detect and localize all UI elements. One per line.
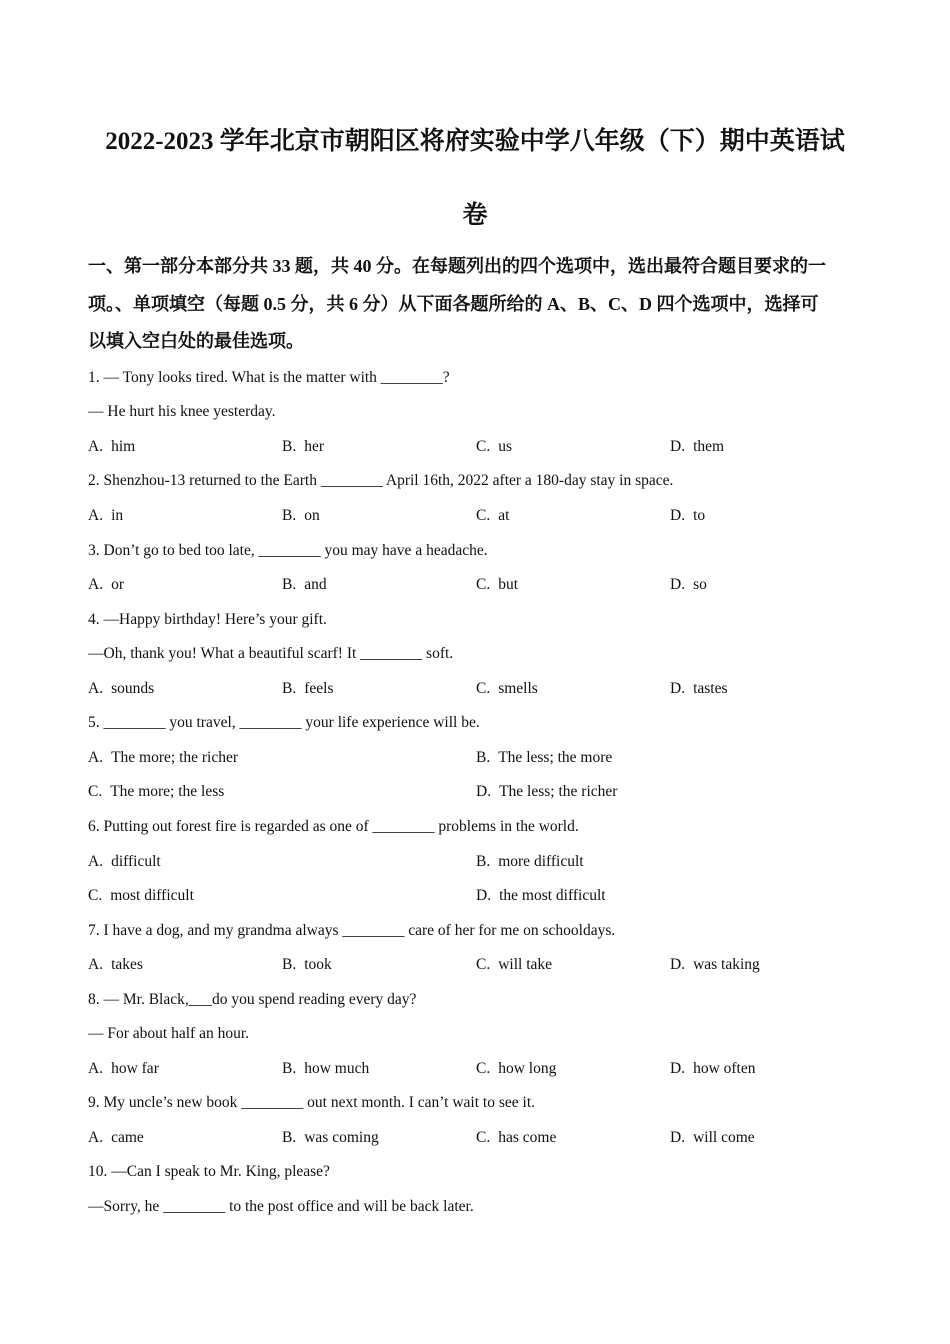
exam-title-line-1: 2022-2023 学年北京市朝阳区将府实验中学八年级（下）期中英语试 (105, 128, 845, 155)
question-5-option-d: D. The less; the richer (476, 783, 618, 800)
question-5-option-c: C. The more; the less (88, 783, 225, 800)
question-3-option-c: C. but (476, 576, 519, 593)
question-8-stem: 8. — Mr. Black,___do you spend reading every day? (88, 991, 417, 1008)
question-7-option-a: A. takes (88, 956, 143, 973)
question-6-stem: 6. Putting out forest fire is regarded as one of ________ problems in the world. (88, 818, 579, 835)
question-10-reply: —Sorry, he ________ to the post office and will be back later. (88, 1198, 474, 1215)
section-line: 一、第一部分本部分共 33 题，共 40 分。在每题列出的四个选项中，选出最符合题目要求的一 (88, 256, 826, 276)
question-7-stem: 7. I have a dog, and my grandma always ________ care of her for me on schooldays. (88, 922, 616, 939)
question-8-option-b: B. how much (282, 1060, 370, 1077)
question-4-option-d: D. tastes (670, 680, 728, 697)
question-4-option-a: A. sounds (88, 680, 155, 697)
question-4-stem: 4. —Happy birthday! Here’s your gift. (88, 611, 327, 628)
question-9-option-a: A. came (88, 1129, 144, 1146)
question-6-option-b: B. more difficult (476, 853, 584, 870)
question-5-option-a: A. The more; the richer (88, 749, 239, 766)
question-2-option-d: D. to (670, 507, 706, 524)
question-3-option-b: B. and (282, 576, 327, 593)
question-4-option-b: B. feels (282, 680, 334, 697)
question-8-option-c: C. how long (476, 1060, 557, 1077)
question-1-option-a: A. him (88, 438, 136, 455)
question-3-option-d: D. so (670, 576, 707, 593)
exam-title-line-2: 卷 (462, 202, 488, 229)
question-9-option-c: C. has come (476, 1129, 557, 1146)
question-10-stem: 10. —Can I speak to Mr. King, please? (88, 1163, 330, 1180)
question-3-stem: 3. Don’t go to bed too late, ________ you may have a headache. (88, 542, 488, 559)
question-2-option-c: C. at (476, 507, 510, 524)
question-2-stem: 2. Shenzhou-13 returned to the Earth ________ April 16th, 2022 after a 180-day stay in space. (88, 472, 674, 489)
question-9-stem: 9. My uncle’s new book ________ out next month. I can’t wait to see it. (88, 1094, 535, 1111)
question-7-option-d: D. was taking (670, 956, 760, 973)
question-1-reply: — He hurt his knee yesterday. (88, 403, 276, 420)
question-3-option-a: A. or (88, 576, 124, 593)
section-instructions (88, 248, 868, 361)
question-1-option-c: C. us (476, 438, 513, 455)
question-8-option-a: A. how far (88, 1060, 159, 1077)
question-8-reply: — For about half an hour. (88, 1025, 250, 1042)
section-line: 项。、单项填空（每题 0.5 分，共 6 分）从下面各题所给的 A、B、C、D 四个选项中，选择可 (88, 293, 819, 314)
question-4-reply: —Oh, thank you! What a beautiful scarf! It ________ soft. (88, 645, 454, 662)
question-2-option-a: A. in (88, 507, 124, 524)
question-1-option-d: D. them (670, 438, 725, 455)
question-2-option-b: B. on (282, 507, 320, 524)
question-1-stem: 1. — Tony looks tired. What is the matter with ________? (88, 369, 450, 386)
question-6-option-a: A. difficult (88, 853, 161, 870)
question-6-option-d: D. the most difficult (476, 887, 606, 904)
section-line: 以填入空白处的最佳选项。 (88, 331, 304, 351)
question-9-option-d: D. will come (670, 1129, 755, 1146)
question-7-option-b: B. took (282, 956, 332, 973)
question-1-option-b: B. her (282, 438, 325, 455)
question-5-option-b: B. The less; the more (476, 749, 613, 766)
question-4-option-c: C. smells (476, 680, 538, 697)
question-7-option-c: C. will take (476, 956, 553, 973)
question-8-option-d: D. how often (670, 1060, 756, 1077)
question-5-stem: 5. ________ you travel, ________ your life experience will be. (88, 714, 480, 731)
question-6-option-c: C. most difficult (88, 887, 194, 904)
question-9-option-b: B. was coming (282, 1129, 379, 1146)
